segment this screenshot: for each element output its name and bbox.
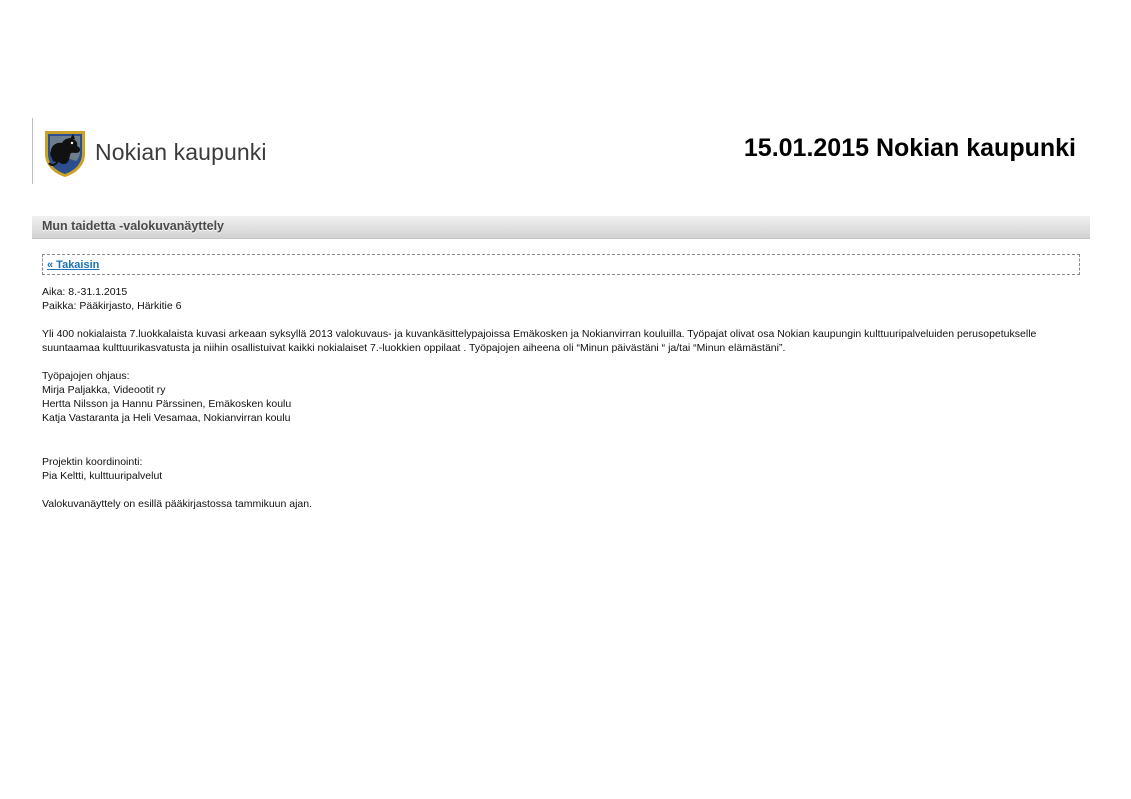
- back-link-container: [42, 254, 1080, 275]
- event-time: Aika: 8.-31.1.2015: [42, 286, 128, 298]
- section-title: Mun taidetta -valokuvanäyttely: [42, 219, 224, 233]
- article-body-line-2: suuntaamaa kulttuurikasvatusta ja niihin osallistuivat kaikki nokialaiset 7.-luokkien oppilaat . Työpajojen aiheena oli “Minun päivästäni “ ja/tai “Minun elämästäni”.: [42, 342, 786, 354]
- section-header-bar: [32, 216, 1090, 239]
- back-link[interactable]: « Takaisin: [47, 259, 100, 271]
- guidance-item: Mirja Paljakka, Videootit ry: [42, 384, 166, 396]
- event-place: Paikka: Pääkirjasto, Härkitie 6: [42, 300, 182, 312]
- closing-text: Valokuvanäyttely on esillä pääkirjastossa tammikuun ajan.: [42, 498, 313, 510]
- article-content: [42, 285, 1087, 511]
- header-divider: [32, 118, 33, 184]
- coordination-heading: Projektin koordinointi:: [42, 456, 143, 468]
- guidance-heading: Työpajojen ohjaus:: [42, 370, 130, 382]
- coordination-item: Pia Keltti, kulttuuripalvelut: [42, 470, 163, 482]
- article-body-line-1: Yli 400 nokialaista 7.luokkalaista kuvasi arkeaan syksyllä 2013 valokuvaus- ja kuvankäsittelypajoissa Emäkosken ja Nokianvirran kouluilla. Työpajat olivat osa Nokian kaupungin kulttuuripalveluiden perusopetukselle: [42, 328, 1037, 340]
- page-title: 15.01.2015 Nokian kaupunki: [743, 134, 1076, 162]
- guidance-item: Katja Vastaranta ja Heli Vesamaa, Nokianvirran koulu: [42, 412, 291, 424]
- logo-text: Nokian kaupunki: [95, 139, 267, 165]
- nokia-coat-of-arms-icon: [42, 128, 88, 178]
- guidance-item: Hertta Nilsson ja Hannu Pärssinen, Emäkosken koulu: [42, 398, 292, 410]
